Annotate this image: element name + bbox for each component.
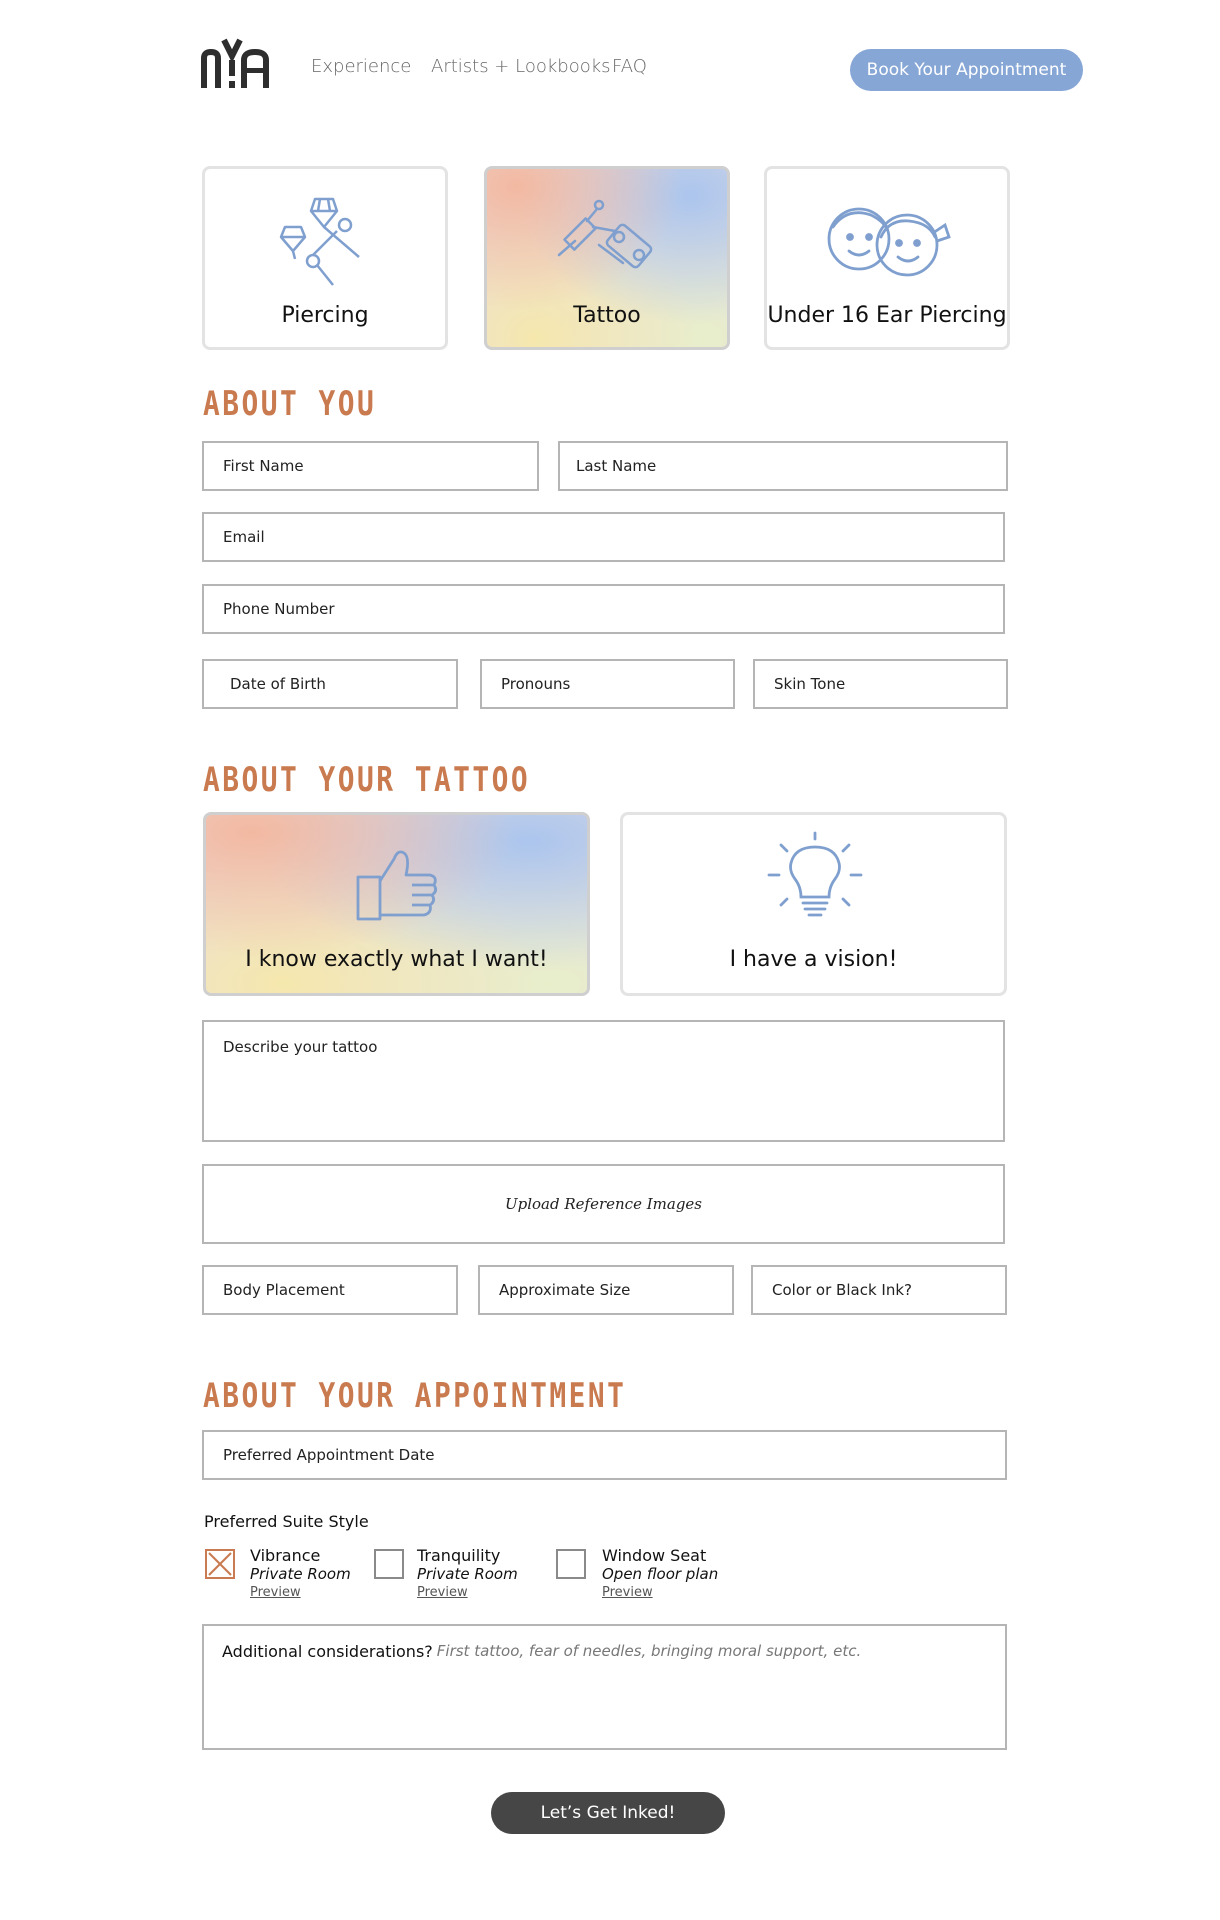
nav-faq[interactable]: FAQ bbox=[612, 56, 647, 77]
thumbs-up-icon bbox=[354, 847, 440, 923]
suite-type: Private Room bbox=[250, 1565, 351, 1583]
describe-tattoo-textarea[interactable]: Describe your tattoo bbox=[202, 1020, 1005, 1142]
service-card-under16[interactable] bbox=[764, 166, 1010, 350]
preferred-date-field[interactable]: Preferred Appointment Date bbox=[202, 1430, 1007, 1480]
last-name-field[interactable]: Last Name bbox=[558, 441, 1008, 491]
suite-name: Vibrance bbox=[250, 1546, 321, 1565]
tattoo-option-vision[interactable] bbox=[620, 812, 1007, 996]
submit-button[interactable]: Let’s Get Inked! bbox=[491, 1792, 725, 1834]
tattoo-option-label: I know exactly what I want! bbox=[245, 947, 548, 972]
suite-window-seat-checkbox[interactable] bbox=[556, 1549, 586, 1579]
body-placement-field[interactable]: Body Placement bbox=[202, 1265, 458, 1315]
considerations-placeholder: First tattoo, fear of needles, bringing moral support, etc. bbox=[436, 1642, 862, 1660]
tattoo-option-label: I have a vision! bbox=[729, 947, 898, 972]
suite-name: Window Seat bbox=[602, 1546, 707, 1565]
upload-reference-images[interactable]: Upload Reference Images bbox=[202, 1164, 1005, 1244]
kids-faces-icon bbox=[819, 201, 959, 281]
pronouns-field[interactable]: Pronouns bbox=[480, 659, 735, 709]
skin-tone-field[interactable]: Skin Tone bbox=[753, 659, 1008, 709]
nav-experience[interactable]: Experience bbox=[311, 56, 412, 77]
tattoo-machine-icon bbox=[553, 197, 667, 283]
suite-vibrance-checkbox[interactable] bbox=[205, 1549, 235, 1579]
service-label: Tattoo bbox=[573, 303, 641, 328]
about-you-heading: ABOUT YOU bbox=[203, 384, 377, 424]
additional-considerations-textarea[interactable] bbox=[202, 1624, 1007, 1750]
suite-name: Tranquility bbox=[417, 1546, 501, 1565]
approximate-size-field[interactable]: Approximate Size bbox=[478, 1265, 734, 1315]
phone-field[interactable]: Phone Number bbox=[202, 584, 1005, 634]
suite-preview-link[interactable]: Preview bbox=[250, 1585, 301, 1600]
tattoo-option-exact[interactable] bbox=[203, 812, 590, 996]
service-card-piercing[interactable] bbox=[202, 166, 448, 350]
service-card-tattoo[interactable] bbox=[484, 166, 730, 350]
email-field[interactable]: Email bbox=[202, 512, 1005, 562]
service-label: Piercing bbox=[281, 303, 369, 328]
lightbulb-icon bbox=[767, 831, 863, 927]
suite-type: Open floor plan bbox=[602, 1565, 719, 1583]
nav-artists-lookbooks[interactable]: Artists + Lookbooks bbox=[431, 56, 611, 77]
book-appointment-button[interactable]: Book Your Appointment bbox=[850, 49, 1083, 91]
ink-color-field[interactable]: Color or Black Ink? bbox=[751, 1265, 1007, 1315]
suite-preview-link[interactable]: Preview bbox=[417, 1585, 468, 1600]
about-tattoo-heading: ABOUT YOUR TATTOO bbox=[203, 760, 531, 800]
service-label: Under 16 Ear Piercing bbox=[767, 303, 1007, 328]
dob-field[interactable]: Date of Birth bbox=[202, 659, 458, 709]
suite-tranquility-checkbox[interactable] bbox=[374, 1549, 404, 1579]
about-appointment-heading: ABOUT YOUR APPOINTMENT bbox=[203, 1376, 627, 1416]
suite-style-label: Preferred Suite Style bbox=[204, 1512, 369, 1531]
piercing-diamond-icon bbox=[275, 193, 375, 293]
first-name-field[interactable]: First Name bbox=[202, 441, 539, 491]
logo[interactable] bbox=[200, 36, 272, 92]
considerations-label: Additional considerations? bbox=[222, 1642, 433, 1661]
x-mark-icon bbox=[207, 1551, 233, 1577]
suite-preview-link[interactable]: Preview bbox=[602, 1585, 653, 1600]
suite-type: Private Room bbox=[417, 1565, 518, 1583]
